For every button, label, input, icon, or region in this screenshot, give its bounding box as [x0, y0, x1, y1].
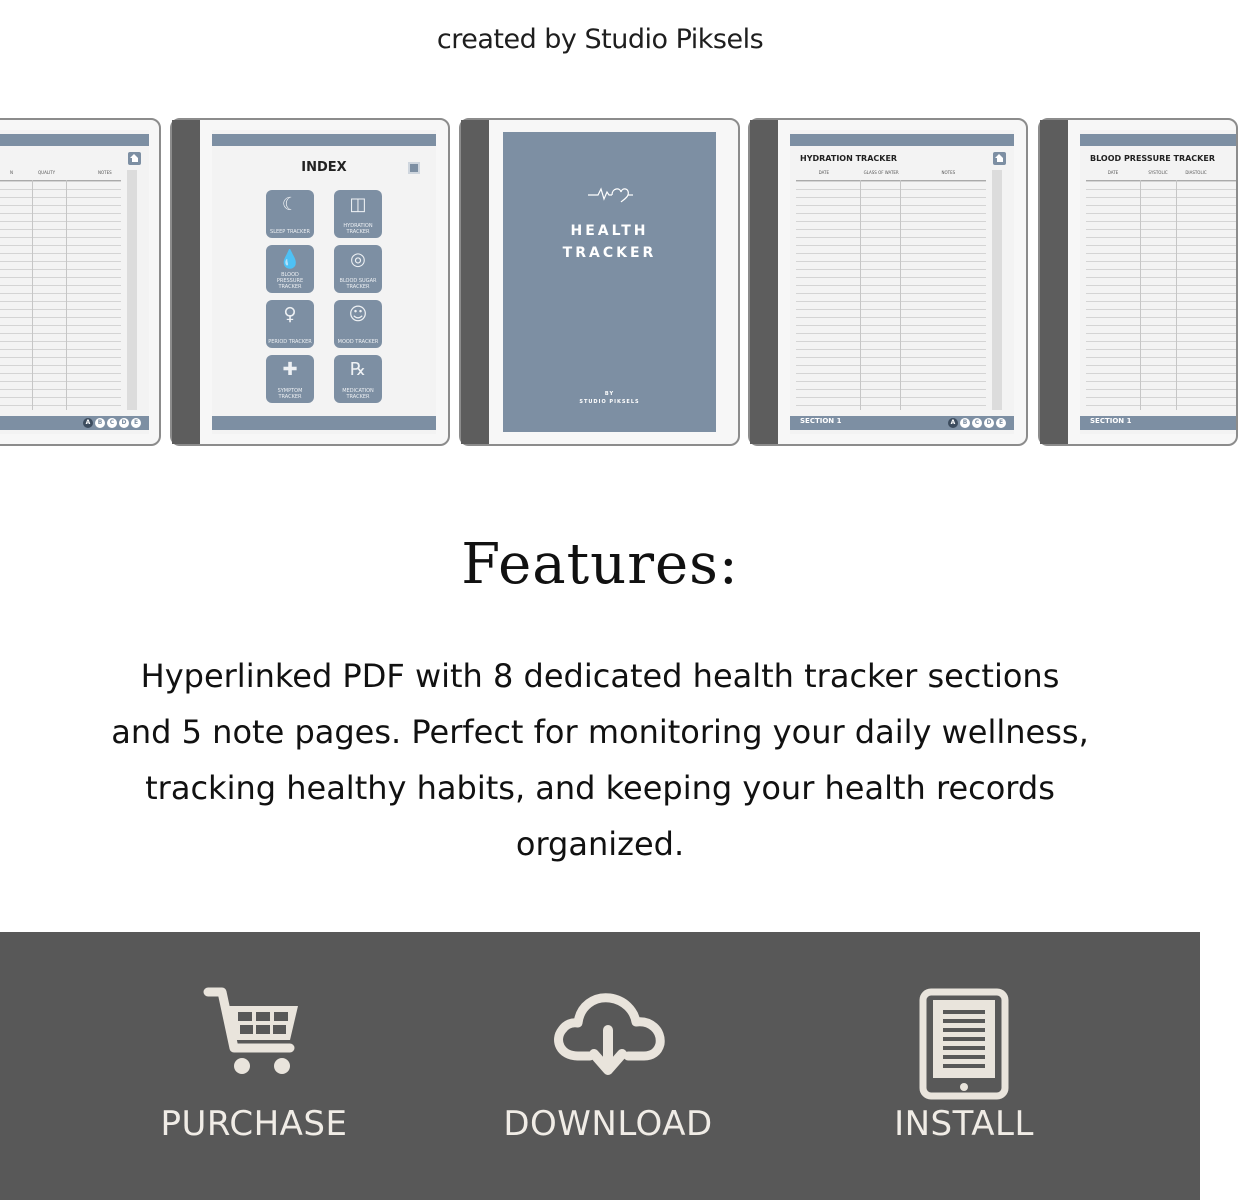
tab-b[interactable]: B — [960, 418, 970, 428]
index-tile[interactable] — [266, 190, 314, 238]
column-divider — [1176, 180, 1177, 410]
features-heading: Features: — [461, 532, 739, 597]
column-headers — [10, 170, 121, 175]
tab-a[interactable]: A — [948, 418, 958, 428]
step-download — [438, 932, 778, 1200]
credit-text: created by Studio Piksels — [436, 24, 764, 55]
index-tile-label: PERIOD TRACKER — [268, 339, 312, 345]
medication-icon: ℞ — [349, 359, 367, 380]
step-install — [794, 932, 1134, 1200]
tab-c[interactable]: C — [107, 418, 117, 428]
scrollbar[interactable] — [127, 170, 137, 410]
cover-title-line: HEALTH — [570, 223, 649, 239]
home-icon[interactable] — [993, 152, 1006, 165]
index-tile-label: BLOOD SUGAR TRACKER — [339, 278, 377, 290]
column-header: N — [10, 170, 13, 175]
scrollbar[interactable] — [992, 170, 1002, 410]
index-tile-label: MEDICATION TRACKER — [342, 388, 374, 400]
index-tile-label: BLOOD PRESSURE TRACKER — [276, 272, 304, 290]
index-tile-label: HYDRATION TRACKER — [343, 223, 373, 235]
log-grid — [796, 180, 986, 410]
bottom-band — [1080, 416, 1236, 430]
tracker-title: HYDRATION TRACKER — [800, 154, 898, 163]
device-spine — [172, 120, 200, 444]
column-header: NOTES — [941, 170, 956, 175]
bottom-band — [212, 416, 436, 430]
step-label: DOWNLOAD — [503, 1104, 713, 1144]
tab-b[interactable]: B — [95, 418, 105, 428]
symptom-icon: ✚ — [282, 359, 298, 380]
device-spine — [1040, 120, 1068, 444]
index-tile-label: SYMPTOM TRACKER — [277, 388, 303, 400]
bottom-band — [790, 416, 1014, 430]
device-spine — [750, 120, 778, 444]
section-tabs — [948, 418, 1006, 428]
device-blood-pressure-page — [1038, 118, 1238, 446]
step-purchase — [84, 932, 424, 1200]
column-header: DIASTOLIC — [1185, 170, 1207, 175]
screen — [0, 130, 149, 434]
tab-e[interactable]: E — [131, 418, 141, 428]
column-header: QUALITY — [38, 170, 56, 175]
drop-icon: 💧 — [278, 249, 302, 270]
column-header: NOTES — [98, 170, 112, 175]
cover-by: BY — [604, 391, 615, 397]
column-headers — [1086, 170, 1236, 175]
column-headers — [796, 170, 986, 175]
tab-c[interactable]: C — [972, 418, 982, 428]
screen — [790, 130, 1014, 434]
device-spine — [461, 120, 489, 444]
home-icon[interactable] — [128, 152, 141, 165]
index-tile-grid — [212, 190, 436, 403]
tab-d[interactable]: D — [119, 418, 129, 428]
device-index-page — [170, 118, 450, 446]
index-tile[interactable] — [266, 300, 314, 348]
column-divider — [32, 180, 33, 410]
section-label: SECTION 1 — [1090, 417, 1132, 425]
steps-band — [0, 932, 1200, 1200]
bottom-band — [0, 416, 149, 430]
tablet-icon — [919, 988, 1009, 1100]
index-tile[interactable] — [334, 300, 382, 348]
top-band — [212, 134, 436, 146]
log-grid — [0, 180, 121, 410]
column-header: DATE — [818, 170, 829, 175]
top-band — [0, 134, 149, 146]
column-header: DATE — [1107, 170, 1119, 175]
column-divider — [900, 180, 901, 410]
section-label: SECTION 1 — [800, 417, 842, 425]
cover-byline — [503, 390, 716, 406]
shopping-cart-icon — [204, 984, 304, 1080]
step-label: PURCHASE — [160, 1104, 348, 1144]
screen — [212, 130, 436, 434]
uterus-icon: ♀ — [283, 304, 297, 325]
column-header: GLASS OF WATER — [863, 170, 899, 175]
column-divider — [66, 180, 67, 410]
index-tile[interactable] — [334, 245, 382, 293]
cover-author: STUDIO PIKSELS — [579, 399, 640, 405]
cover-title — [503, 220, 716, 264]
screen — [1080, 130, 1236, 434]
index-title: INDEX — [301, 160, 347, 175]
moon-icon: ☾ — [281, 194, 299, 215]
glass-icon: ◫ — [349, 194, 367, 215]
tab-e[interactable]: E — [996, 418, 1006, 428]
screen — [503, 132, 716, 432]
log-grid — [1086, 180, 1236, 410]
sugar-icon: ◎ — [350, 249, 366, 270]
device-hydration-page — [748, 118, 1028, 446]
features-description: Hyperlinked PDF with 8 dedicated health tracker sections and 5 note pages. Perfect for monitoring your daily wellness, tracking healthy habits, and keeping your health records organized. — [111, 657, 1089, 863]
cloud-download-icon — [550, 986, 666, 1082]
heartbeat-icon — [586, 184, 634, 204]
top-band — [1080, 134, 1236, 146]
cover-title-line: TRACKER — [562, 245, 657, 261]
section-tabs — [83, 418, 141, 428]
index-tile[interactable] — [334, 355, 382, 403]
step-label: INSTALL — [894, 1104, 1034, 1144]
column-divider — [1140, 180, 1141, 410]
index-tile-label: MOOD TRACKER — [337, 339, 379, 345]
top-band — [790, 134, 1014, 146]
tracker-title: BLOOD PRESSURE TRACKER — [1090, 154, 1215, 163]
device-cover-page — [459, 118, 740, 446]
cover — [503, 132, 716, 432]
index-tile[interactable] — [266, 245, 314, 293]
index-tile[interactable] — [334, 190, 382, 238]
mood-icon: ☺ — [348, 304, 368, 325]
column-divider — [860, 180, 861, 410]
tab-a[interactable]: A — [83, 418, 93, 428]
page-icon[interactable] — [408, 162, 420, 174]
index-tile-label: SLEEP TRACKER — [270, 229, 310, 235]
device-sleep-page — [0, 118, 161, 446]
column-header: SYSTOLIC — [1148, 170, 1168, 175]
index-tile[interactable] — [266, 355, 314, 403]
tab-d[interactable]: D — [984, 418, 994, 428]
